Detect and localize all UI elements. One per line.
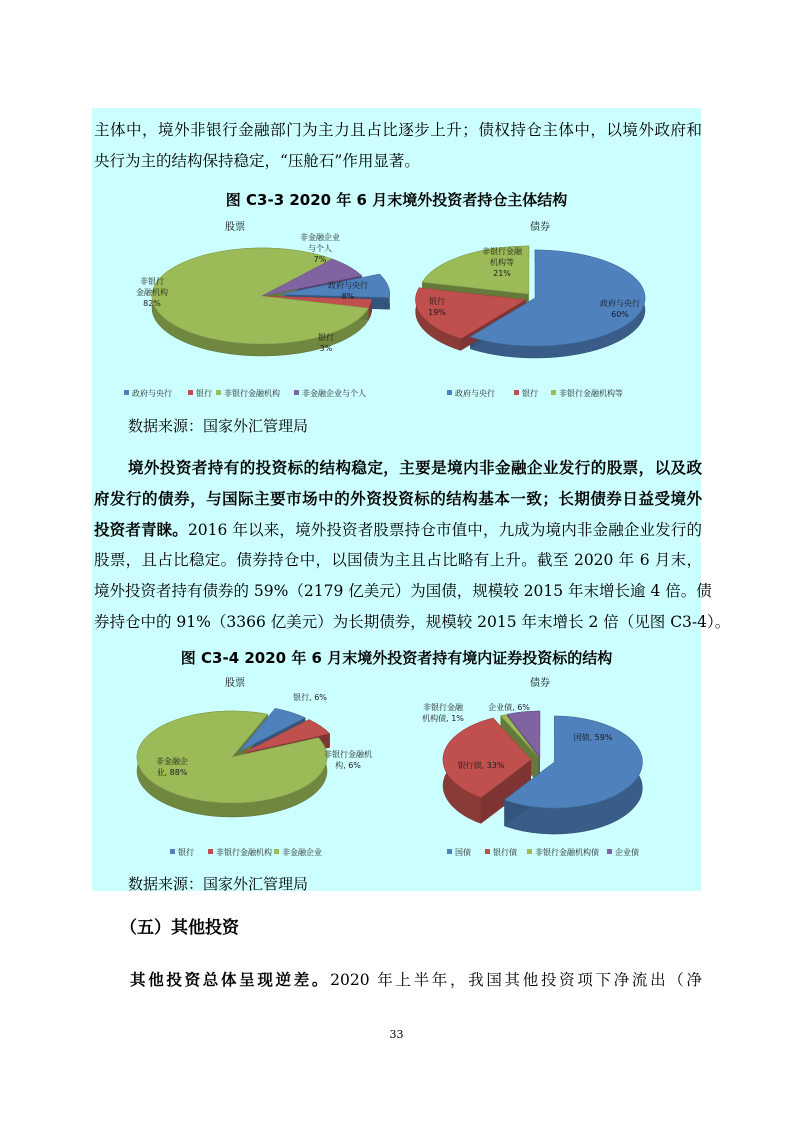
- paragraph-2-line-1: 境外投资者持有的投资标的结构稳定，主要是境内非金融企业发行的股票，以及政: [128, 458, 702, 477]
- legend-label-4: 非金融企业与个人: [302, 389, 366, 398]
- legend-swatch-3: [527, 849, 532, 854]
- legend-label-2: 银行: [522, 389, 538, 398]
- legend-label-3: 非金融企业: [282, 848, 322, 857]
- data-label-1: 国债, 59%: [573, 733, 613, 742]
- page-number: 33: [389, 1028, 404, 1041]
- legend-swatch-3: [551, 390, 556, 395]
- figure-2-title: 图 C3-4 2020 年 6 月末境外投资者持有境内证券投资标的结构: [180, 649, 613, 667]
- data-label-1: 政府与央行 60%: [600, 299, 640, 319]
- chart-title: 股票: [225, 222, 245, 233]
- paragraph-2-line-3: [94, 514, 702, 546]
- paragraph-2-line-3-bold: 投资者青睐。: [94, 520, 188, 539]
- figure-1-title: 图 C3-3 2020 年 6 月末境外投资者持仓主体结构: [225, 191, 568, 209]
- section-heading: （五）其他投资: [120, 918, 239, 938]
- paragraph-2-line-6: 券持仓中的 91%（3366 亿美元）为长期债券，规模较 2015 年末增长 2 倍（见图 C3-4）。: [94, 613, 731, 631]
- chart-2-bond-holders: [405, 216, 690, 406]
- data-label-2: 银行债, 33%: [457, 761, 505, 770]
- legend-label-2: 银行: [196, 389, 212, 398]
- paragraph-2-line-3-rest: 2016 年以来，境外投资者股票持仓市值中，九成为境内非金融企业发行的: [187, 521, 702, 539]
- legend-swatch-2: [208, 849, 213, 854]
- paragraph-3: [130, 964, 702, 996]
- legend-swatch-2: [514, 390, 519, 395]
- legend-label-3: 非银行金融机构: [224, 389, 280, 398]
- chart-4-bond-targets: [405, 672, 690, 867]
- legend-swatch-2: [188, 390, 193, 395]
- legend-label-3: 非银行金融机构等: [559, 389, 623, 398]
- chart-title: 债券: [530, 678, 550, 689]
- figure-2-source: 数据来源：国家外汇管理局: [128, 875, 309, 893]
- data-label-2: 银行 19%: [428, 297, 446, 317]
- legend-label-1: 政府与央行: [455, 389, 495, 398]
- paragraph-3-bold: 其他投资总体呈现逆差。: [130, 970, 331, 989]
- legend-swatch-1: [170, 849, 175, 854]
- legend-swatch-4: [607, 849, 612, 854]
- data-label-2: 银行 3%: [318, 333, 334, 353]
- paragraph-2-line-2: 府发行的债券，与国际主要市场中的外资投资标的结构基本一致；长期债券日益受境外: [94, 489, 702, 508]
- legend-swatch-3: [274, 849, 279, 854]
- legend-swatch-1: [447, 849, 452, 854]
- legend-swatch-4: [294, 390, 299, 395]
- intro-line-2: 央行为主的结构保持稳定，“压舱石”作用显著。: [94, 152, 420, 170]
- figure-1-source: 数据来源：国家外汇管理局: [128, 417, 309, 435]
- paragraph-2-line-4: 股票，且占比稳定。债券持仓中，以国债为主且占比略有上升。截至 2020 年 6 月末，: [94, 551, 702, 569]
- legend-label-1: 政府与央行: [132, 389, 172, 398]
- legend-swatch-3: [216, 390, 221, 395]
- legend-label-3: 非银行金融机构债: [535, 848, 599, 857]
- data-label-1: 政府与央行 8%: [328, 281, 368, 301]
- paragraph-3-rest: 2020 年上半年，我国其他投资项下净流出（净: [330, 971, 702, 989]
- chart-title: 债券: [530, 222, 550, 233]
- data-label-2: 非银行金融机构, 6%: [324, 750, 372, 770]
- legend-label-4: 企业债: [615, 848, 639, 857]
- paragraph-2-line-5: 境外投资者持有债券的 59%（2179 亿美元）为国债，规模较 2015 年末增长逾 4 倍。债: [94, 582, 712, 600]
- data-label-4: 非金融企业与个人 7%: [300, 233, 340, 264]
- legend-label-2: 银行债: [493, 848, 517, 857]
- data-label-3: 非金融企业, 88%: [156, 757, 188, 777]
- data-label-3: 非银行金融机构等 21%: [482, 247, 522, 278]
- intro-line-1: 主体中，境外非银行金融部门为主力且占比逐步上升；债权持仓主体中，以境外政府和: [94, 121, 702, 139]
- legend-swatch-2: [485, 849, 490, 854]
- chart-3-equity-targets: [110, 672, 390, 867]
- data-label-3: 非银行金融机构 82%: [136, 277, 168, 308]
- legend-swatch-1: [124, 390, 129, 395]
- legend-label-1: 银行: [178, 848, 194, 857]
- legend-label-2: 非银行金融机构: [216, 848, 272, 857]
- chart-title: 股票: [225, 678, 245, 689]
- data-label-1: 银行, 6%: [293, 693, 327, 702]
- legend-swatch-1: [447, 390, 452, 395]
- data-label-3: 非银行金融机构债, 1%: [422, 703, 464, 723]
- legend-label-1: 国债: [455, 848, 471, 857]
- data-label-4: 企业债, 6%: [488, 703, 530, 712]
- chart-1-equity-holders: [110, 216, 390, 406]
